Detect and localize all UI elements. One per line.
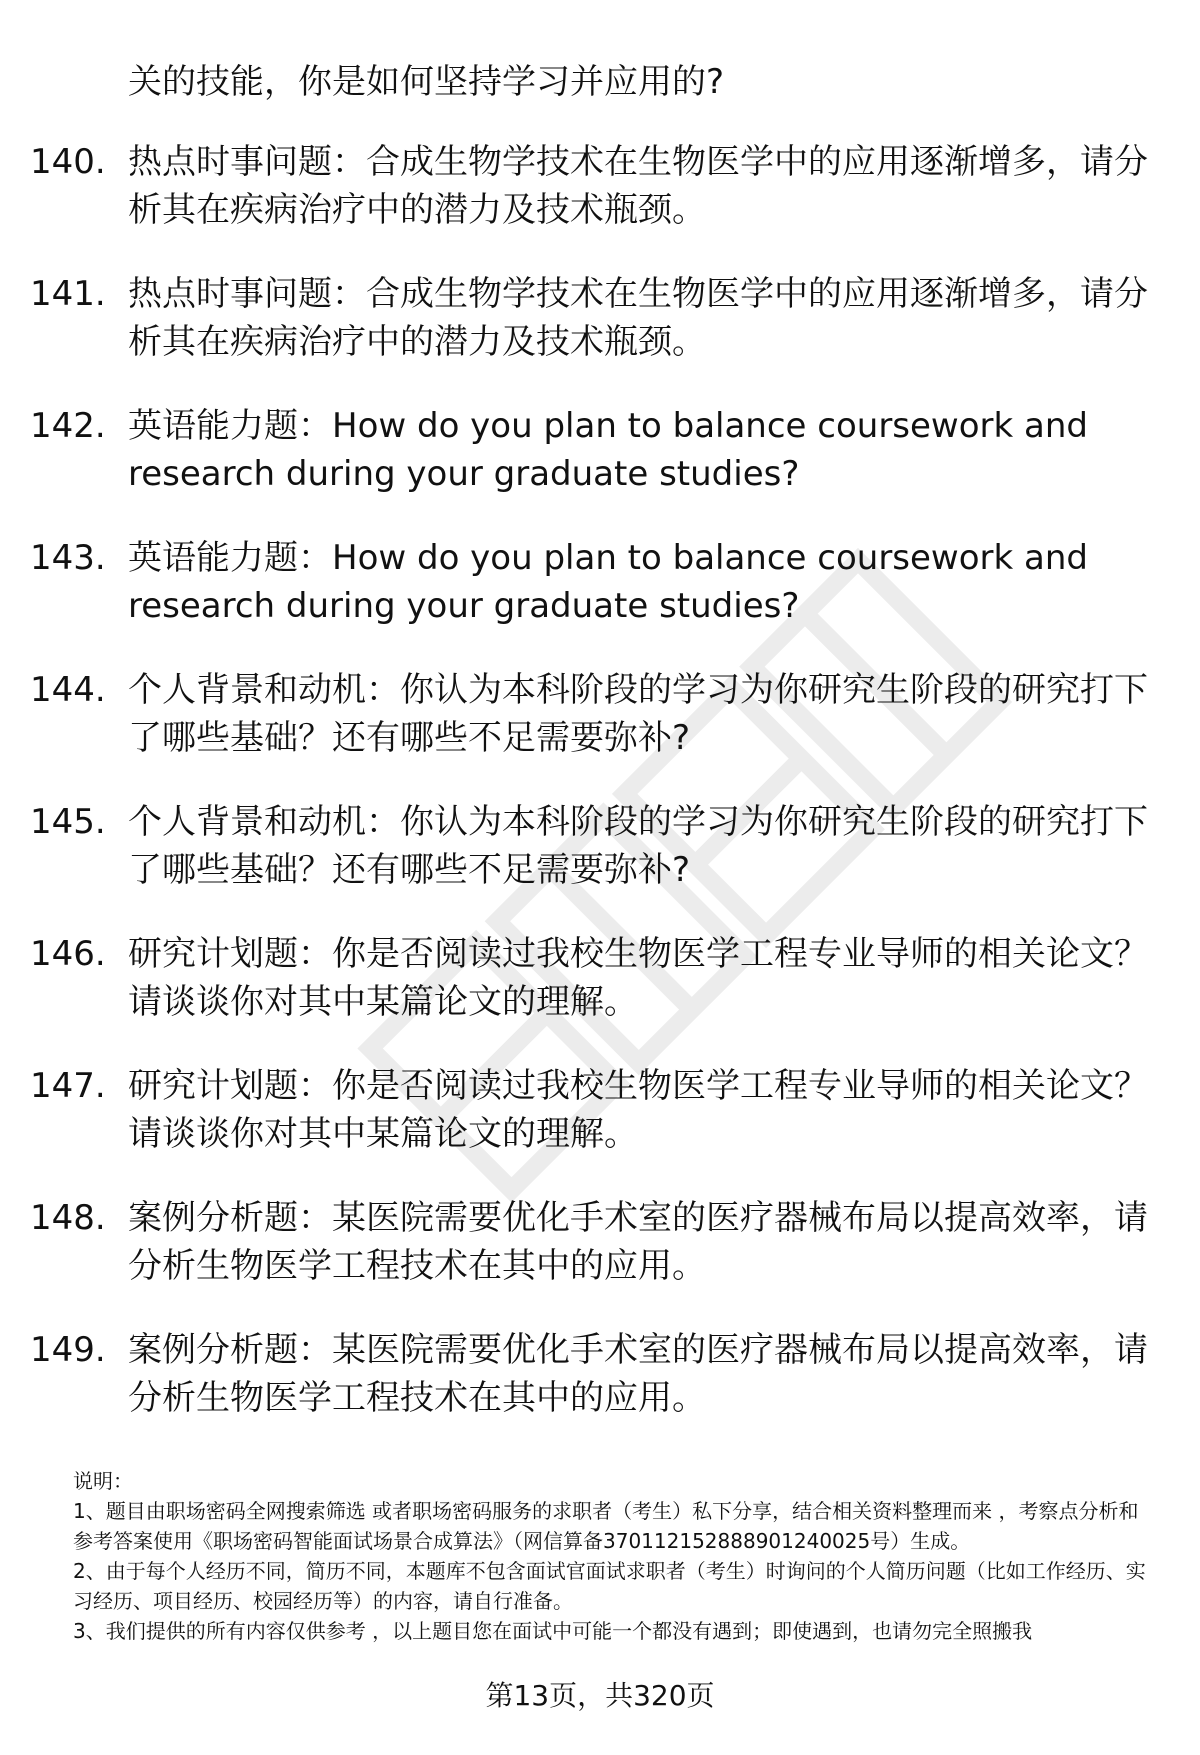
question-item xyxy=(0,138,1200,270)
question-item xyxy=(0,402,1200,534)
note-item: 3、我们提供的所有内容仅供参考 ，以上题目您在面试中可能一个都没有遇到；即使遇到，也请勿完全照搬我 xyxy=(73,1619,1033,1643)
question-number: 140. xyxy=(30,142,106,182)
question-number: 146. xyxy=(30,934,106,974)
question-text: 英语能力题：How do you plan to balance coursework and research during your graduate studies? xyxy=(128,538,1088,626)
page-number: 第13页，共320页 xyxy=(485,1679,715,1712)
question-item xyxy=(0,1326,1200,1458)
question-text: 热点时事问题：合成生物学技术在生物医学中的应用逐渐增多，请分析其在疾病治疗中的潜力及技术瓶颈。 xyxy=(128,274,1148,362)
note-item: 1、题目由职场密码全网搜索筛选 或者职场密码服务的求职者（考生）私下分享，结合相关资料整理而来 ，考察点分析和参考答案使用《职场密码智能面试场景合成算法》（网信算备370112152888901240025号）生成。 xyxy=(73,1499,1139,1553)
question-number: 141. xyxy=(30,274,106,314)
question-number: 142. xyxy=(30,406,106,446)
question-number: 148. xyxy=(30,1198,106,1238)
question-text: 案例分析题：某医院需要优化手术室的医疗器械布局以提高效率，请分析生物医学工程技术在其中的应用。 xyxy=(128,1198,1148,1286)
notes-section xyxy=(73,1466,1155,1646)
question-item xyxy=(0,270,1200,402)
question-number: 143. xyxy=(30,538,106,578)
question-item xyxy=(0,798,1200,930)
question-text: 个人背景和动机：你认为本科阶段的学习为你研究生阶段的研究打下了哪些基础？还有哪些不足需要弥补? xyxy=(128,802,1148,890)
question-text: 热点时事问题：合成生物学技术在生物医学中的应用逐渐增多，请分析其在疾病治疗中的潜力及技术瓶颈。 xyxy=(128,142,1148,230)
question-text: 英语能力题：How do you plan to balance coursework and research during your graduate studies? xyxy=(128,406,1088,494)
question-item xyxy=(0,666,1200,798)
note-item: 2、由于每个人经历不同，简历不同，本题库不包含面试官面试求职者（考生）时询问的个人简历问题（比如工作经历、实习经历、项目经历、校园经历等）的内容，请自行准备。 xyxy=(73,1559,1146,1613)
question-number: 144. xyxy=(30,670,106,710)
question-item xyxy=(0,930,1200,1062)
question-item xyxy=(0,1062,1200,1194)
question-text: 研究计划题：你是否阅读过我校生物医学工程专业导师的相关论文？请谈谈你对其中某篇论文的理解。 xyxy=(128,1066,1148,1154)
question-list xyxy=(0,138,1200,1458)
question-number: 145. xyxy=(30,802,106,842)
continuation-text: 关的技能，你是如何坚持学习并应用的? xyxy=(128,62,725,102)
question-number: 147. xyxy=(30,1066,106,1106)
question-text: 个人背景和动机：你认为本科阶段的学习为你研究生阶段的研究打下了哪些基础？还有哪些不足需要弥补? xyxy=(128,670,1148,758)
question-text: 案例分析题：某医院需要优化手术室的医疗器械布局以提高效率，请分析生物医学工程技术在其中的应用。 xyxy=(128,1330,1148,1418)
question-text: 研究计划题：你是否阅读过我校生物医学工程专业导师的相关论文？请谈谈你对其中某篇论文的理解。 xyxy=(128,934,1148,1022)
notes-heading: 说明： xyxy=(73,1469,133,1493)
question-item xyxy=(0,1194,1200,1326)
question-number: 149. xyxy=(30,1330,106,1370)
question-item xyxy=(0,534,1200,666)
